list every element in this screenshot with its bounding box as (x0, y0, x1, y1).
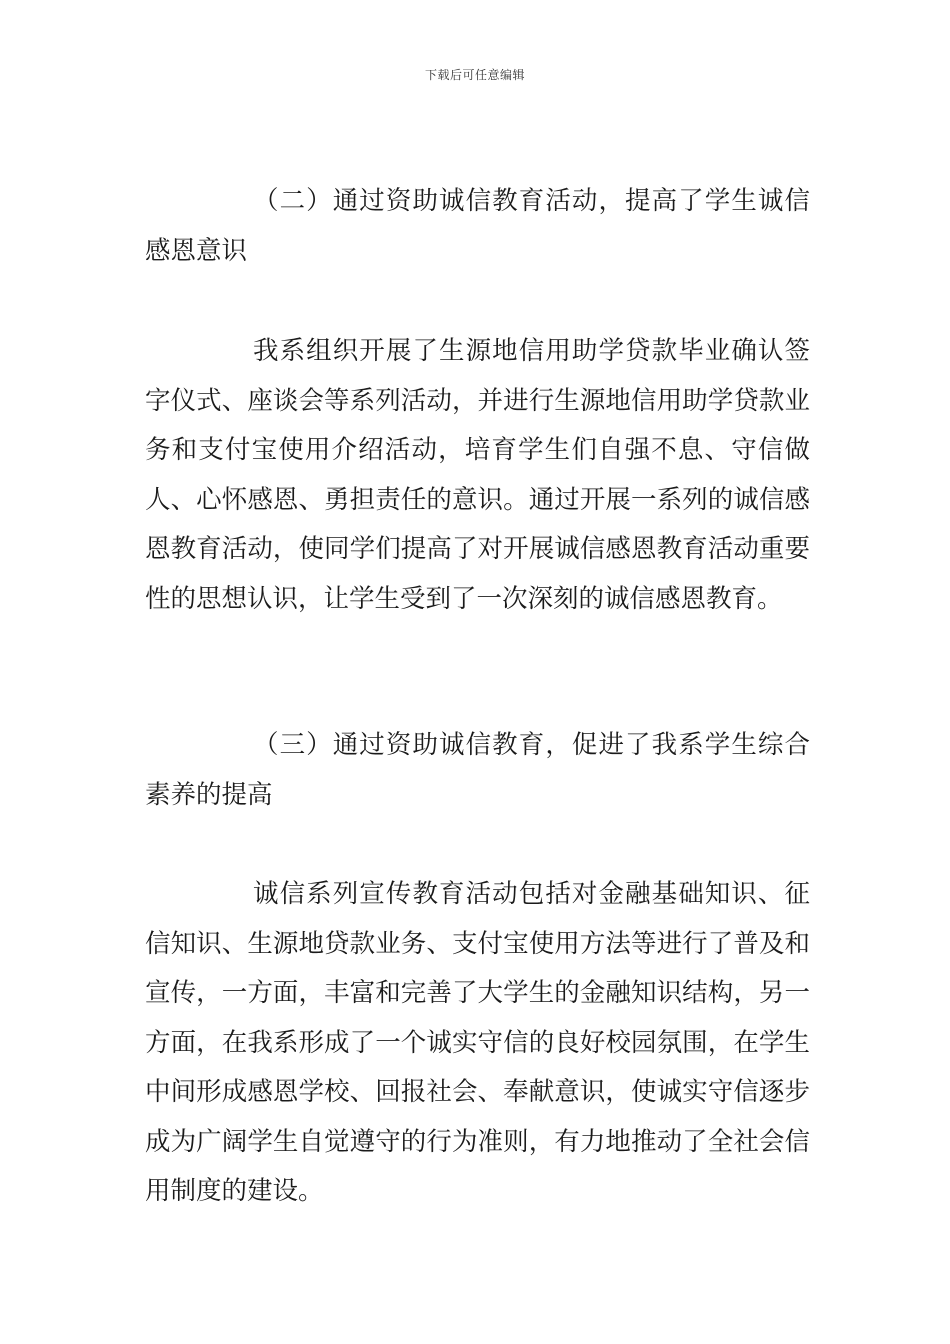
section-heading-3: （三）通过资助诚信教育，促进了我系学生综合素养的提高 (145, 730, 810, 810)
section-heading-2: （二）通过资助诚信教育活动，提高了学生诚信感恩意识 (145, 186, 810, 266)
page-header: 下载后可任意编辑 (424, 68, 525, 82)
section-paragraph-3: 诚信系列宣传教育活动包括对金融基础知识、征信知识、生源地贷款业务、支付宝使用方法等进行了普及和宣传，一方面，丰富和完善了大学生的金融知识结构，另一方面，在我系形成了一个诚实守信的良好校园氛围，在学生中间形成感恩学校、回报社会、奉献意识，使诚实守信逐步成为广阔学生自觉遵守的行为准则，有力地推动了全社会信用制度的建设。 (145, 879, 810, 1206)
section-paragraph-2: 我系组织开展了生源地信用助学贷款毕业确认签字仪式、座谈会等系列活动，并进行生源地信用助学贷款业务和支付宝使用介绍活动，培育学生们自强不息、守信做人、心怀感恩、勇担责任的意识。通过开展一系列的诚信感恩教育活动，使同学们提高了对开展诚信感恩教育活动重要性的思想认识，让学生受到了一次深刻的诚信感恩教育。 (145, 336, 810, 614)
